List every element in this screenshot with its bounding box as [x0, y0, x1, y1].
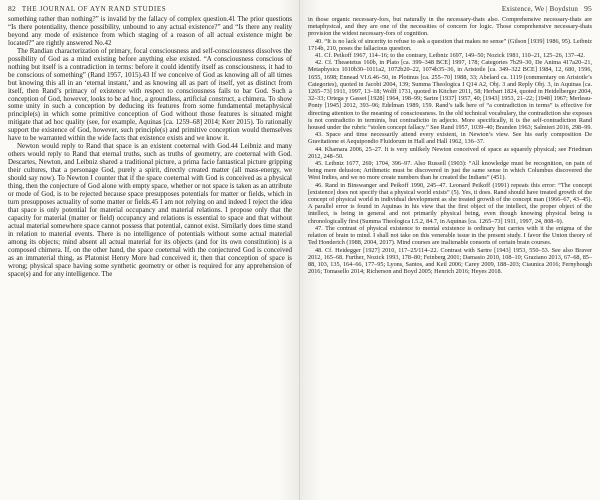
endnote: 42. Cf. Theaetetus 160b, in Plato [ca. 399–348 BCE] 1997, 178; Categories 7b29–30, De Anima 417a20–21, Metaphysics 1010b30–1011a2, 1072b20–22, 1074b35–36, in Aristotle [ca. 349–322 BCE] 1984, 12, 680, 1596, 1655, 1698; Ennead VI.6.46–50, in Plotinus [ca. 255–70] 1988, 33; Abelard ca. 1119 (commentary on Aristotle’s Categories), quoted in Jacobi 2004, 139; Summa Theologica I Q14 A2, Obj. 3 and Reply Obj. 3, in Aquinas [ca. 1265–73] 1911, 1997, 13–18; Wolff 1731, quoted in Kitcher 2011, 58; Herbart 1824, quoted in Heidelberger 2004, 32–33; Ortega y Gasset [1928] 1964, 198–99; Sartre [1937] 1957, 40; [1943] 1953, 21–22; [1948] 1967; Merleau-Ponty [1945] 2012, 393–96; Edelman 1989, 159. Rand’s talk here of “a contradiction in terms” is effective for directing attention to the meaning of consciousness. In the old technical vocabulary, the contradiction she exposes is not contradictio in terminis, but contradictio in adjecto. More specifically, it is the self-contradiction Rand housed under the rubric “stolen concept fallacy.” See Rand 1957, 1039–40; Branden 1963; Salmieri 2016, 298–99.: [308, 59, 592, 132]
main-text: [8, 16, 292, 278]
right-page-header: [308, 4, 592, 14]
running-head: THE JOURNAL OF AYN RAND STUDIES: [21, 5, 167, 13]
left-page-header: [8, 4, 292, 14]
right-page: [300, 0, 600, 500]
endnote: 41. Cf. Peikoff 1967, 114–16; to the contrary, Leibniz 1697, 149–50; Nozick 1981, 110–21, 125–26, 137–42.: [315, 52, 585, 60]
page-number: 82: [8, 4, 16, 13]
endnote: 48. Cf. Heidegger [1927] 2010, 117–25/114–22. Contrast with Sartre [1943] 1953, 550–53. See also Braver 2012, 165–68. Further, Nozick 1993, 178–80; Feinberg 2001; Damasio 2010, 108–10; Graziano 2013, 67–68, 85–88, 103, 135, 164–66, 177–95; Lyons, Santos, and Keil 2006; Carey 2009, 188–203; Ciaunica 2016; Fernyhough 2016; Tomasello 2014; Richerson and Boyd 2005; Henrich 2016; Heyes 2018.: [308, 246, 592, 276]
endnote: in those organic necessary-fors, but naturally in the necessary-thats also. Comprehensive necessary-thats are metaphysical, and they are one of the necessities of concern for logic. Those comprehensive necessary-thats provision the widest necessary-fors of cognition.: [308, 16, 592, 38]
endnotes: [308, 16, 592, 275]
page-number: 95: [584, 4, 592, 13]
running-head: Existence, We | Boydstun: [501, 5, 579, 13]
paragraph: something rather than nothing?” is invalid by the fallacy of complex question.41 The prior questions “Is there potentiality, thence possibility, unbound to any actual existence?” and “Is there any reality beyond any mode of existence from which staging of a reason of all actual existence might be located?” are rightly answered No.42: [8, 15, 292, 47]
endnote: 45. Leibniz 1677, 269; 1704, 396–97. Also Russell (1903): “All knowledge must be recognition, on pain of being mere delusion; Arithmetic must be discovered in just the same sense in which Columbus discovered the West Indies, and we no more create numbers than he created the Indians” (451).: [308, 160, 592, 182]
endnote: 46. Rand in Binswanger and Peikoff 1990, 245–47. Leonard Peikoff (1991) repeats this error: “The concept [existence] does not specify that a physical world exists” (5). Yes, it does. Rand should have treated growth of the concept of physical world in individual development as she treated growth of the concept man (1966–67, 43–45). A parallel error is found in Aquinas in his view that the first object of the intellect, the proper object of the intellect, is being in general and not primarily physical being, even though knowing physical being is chronologically first (Summa Theologica I.5.2, 84.7, in Aquinas [ca. 1265–73] 1911, 1997, 24, 808–9).: [308, 181, 592, 225]
paragraph: The Randian characterization of primary, focal consciousness and self-consciousness dissolves the possibility of God as a mind existing before anything else existed. “A consciousness conscious of nothing but itself is a contradiction in terms: before it could identify itself as consciousness, it had to be conscious of something” (Rand 1957, 1015).43 If we conceive of God as knowing all of all times but knowing this all in an ‘eternal instant,’ and as knowing all as part of itself, yet as distinct from itself, then Rand’s primacy of existence with respect to consciousness fails to bar God. Such a conception of God, however, looks to be ad hoc, a groundless, artificial construct, a chimera. To show some unity in such a conception by deducing its features from some fundamental metaphysical principle(s) in which some primitive conception of God without those features is situated might mitigate that ad hoc quality (see, for example, Aquinas [ca. 1259–68] 2014; Kerr 2015). To rationally support the existence of God, however, such principle(s) and primitive conception would themselves have to be warranted within the wide facts that existence exists and we know it.: [8, 46, 292, 143]
endnote: 44. Khamara 2006, 25–27. It is very unlikely Newton conceived of space as squarely physical; see Friedman 2012, 248–50.: [308, 145, 592, 160]
endnote: 43. Space and time necessarily attend every existent, in Newton’s view. See his early composition De Gravitatione et Aequipondio Fluidorum in Hall and Hall 1962, 136–37.: [308, 131, 592, 146]
endnote: 47. The contrast of physical existence to mental existence is ordinary but carries with it the enigma of the relation of brain to mind. I shall not take on this venerable issue in the present study. I favor the Union theory of Ted Honderich (1988, 2004, 2017). Mind courses are inalienable consorts of certain brain courses.: [308, 224, 592, 247]
endnote: 40. “It is no lack of sincerity to refuse to ask a question that makes no sense” (Gilson [1939] 1986, 95). Leibniz 1714b, 210, poses the fallacious question.: [308, 37, 592, 52]
paragraph: Newton would reply to Rand that space is an existent coeternal with God.44 Leibniz and many others would reply to Rand that eternal truths, such as truths of geometry, are coeternal with God. Descartes, Newton, and Leibniz shared a traditional picture, a prima facie fantastical picture gripping their cultures, that a personage God, purely a spirit, directly created matter (all mass-energy, we should say now). To Newton I counter that if the space coeternal with God is conceived as a physical thing, then the conjecture of God alone with empty space, whether or not space is taken as an attribute or mode of God, is to be rejected because space presupposes potentials for matter or fields, which in turn presupposes actuality of some matter or fields.45 I am not relying on and indeed I reject the idea that space is only potential for material occupancy and material relations. I propose only that the capacity for material (matter or field) occupancy and relations is essential to space and that without actual material somewhere space cannot possess that potential, cannot exist. Similarly does time stand in relation to material events. There is no intelligence of potentials without some actual material among its objects; mind absent all actual material for its objects (and for its own constitution) is a composed chimera. If, on the other hand, the space coeternal with the conjectured God is conceived as an immaterial thing, as Platonist Henry More had conceived it, then that conception of space is wrong; physical space having some synthetic geometry or other is required for any apprehension of space(s) and for any intelligence. The: [8, 142, 292, 278]
